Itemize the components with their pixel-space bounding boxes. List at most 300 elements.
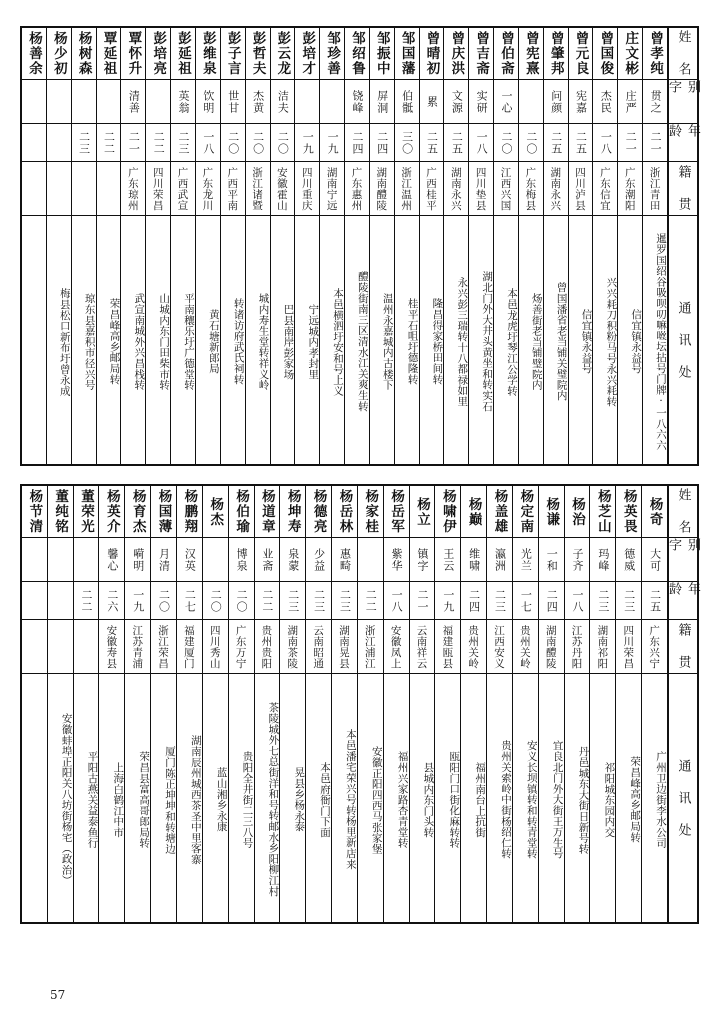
cell-origin: 广东惠州 [345, 162, 369, 216]
cell-address: 转诸访府武氏祠转 [232, 298, 245, 385]
cell-address: 贵阳全井街二三八号 [241, 750, 254, 849]
header-age: 年 龄 [669, 124, 697, 162]
cell-origin [97, 162, 121, 216]
cell-alias: 宪嘉 [569, 80, 593, 124]
cell-alias: 屏洞 [370, 80, 394, 124]
cell-address: 琼东县嘉积市径兴号 [83, 292, 96, 391]
table-row [145, 28, 170, 464]
cell-name: 杨奇 [642, 486, 667, 538]
cell-alias: 博泉 [229, 538, 254, 582]
cell-origin: 江苏青浦 [125, 620, 150, 674]
table-row [305, 486, 331, 922]
cell-alias: 庄严 [618, 80, 642, 124]
table-row [512, 486, 538, 922]
cell-age: 二六 [99, 582, 124, 620]
cell-name: 覃怀升 [121, 28, 145, 80]
table-row [254, 486, 280, 922]
cell-age: 一八 [593, 124, 617, 162]
cell-alias: 累 [420, 80, 444, 124]
cell-address: 丹邑城东大街日新号转 [577, 745, 590, 854]
table-row [615, 486, 641, 922]
cell-name: 杨家桂 [358, 486, 383, 538]
table-row [460, 486, 486, 922]
cell-origin: 四川荣昌 [616, 620, 641, 674]
column-headers-bottom [666, 486, 700, 922]
cell-address: 湖南辰州城西茶圣中里客寨 [189, 734, 202, 865]
cell-age: 二三 [332, 582, 357, 620]
cell-origin: 福建瓯县 [435, 620, 460, 674]
cell-origin: 贵州贵阳 [255, 620, 280, 674]
table-row [270, 28, 295, 464]
page-number: 57 [50, 988, 66, 1002]
cell-name: 杨盖雄 [487, 486, 512, 538]
cell-name: 曾国俊 [593, 28, 617, 80]
cell-name: 杨芝山 [590, 486, 615, 538]
cell-name: 董荣光 [74, 486, 99, 538]
cell-address: 兴兴耗刀积粉马号永兴耗转 [605, 276, 618, 407]
cell-address: 安义长坝镇转和转青堂转 [525, 740, 538, 859]
cell-name: 邹绍鲁 [345, 28, 369, 80]
cell-alias [203, 538, 228, 582]
table-row [394, 28, 419, 464]
cell-name: 杨节清 [22, 486, 47, 538]
cell-address: 荣昌峰高乡邮局转 [108, 298, 121, 385]
cell-name: 彭延祖 [171, 28, 195, 80]
cell-address: 荣昌峰高乡邮局转 [629, 756, 642, 843]
cell-age: 一九 [320, 124, 344, 162]
cell-origin: 浙江浦江 [358, 620, 383, 674]
cell-origin: 湖南永兴 [544, 162, 568, 216]
header-alias: 别 字 [669, 80, 697, 124]
table-row [538, 486, 564, 922]
cell-origin: 四川垫县 [469, 162, 493, 216]
cell-origin: 广东信宜 [593, 162, 617, 216]
cell-age: 二三 [280, 582, 305, 620]
cell-name: 曾宪熹 [519, 28, 543, 80]
cell-address: 福州兴家路杏青堂转 [396, 750, 409, 849]
cell-age [48, 582, 73, 620]
cell-age: 二三 [72, 124, 96, 162]
table-row [98, 486, 124, 922]
header-address: 通 讯 处 [675, 300, 691, 380]
cell-name: 杨岳林 [332, 486, 357, 538]
cell-age: 一八 [565, 582, 590, 620]
cell-age: 二〇 [494, 124, 518, 162]
cell-age: 二一 [643, 124, 667, 162]
cell-name: 杨树森 [72, 28, 96, 80]
cell-alias: 饮明 [196, 80, 220, 124]
cell-alias: 王云 [435, 538, 460, 582]
cell-alias: 一心 [494, 80, 518, 124]
cell-name: 杨道章 [255, 486, 280, 538]
cell-age: 二四 [539, 582, 564, 620]
cell-address: 广州卫边街李水公司 [655, 750, 667, 849]
cell-name: 杨善余 [22, 28, 46, 80]
table-row [279, 486, 305, 922]
cell-address: 黄石塘新郎局 [207, 309, 220, 374]
cell-name: 杨鹏翔 [177, 486, 202, 538]
cell-origin: 广东梅县 [519, 162, 543, 216]
cell-name: 杨育杰 [125, 486, 150, 538]
cell-origin [74, 620, 99, 674]
cell-age: 二〇 [221, 124, 245, 162]
cell-alias: 清善 [121, 80, 145, 124]
cell-alias [295, 80, 319, 124]
cell-origin [22, 620, 47, 674]
cell-address: 平南穰乐圩广德堂转 [182, 292, 195, 391]
cell-origin: 广东潮阳 [618, 162, 642, 216]
cell-alias: 嗬明 [125, 538, 150, 582]
cell-age [22, 582, 47, 620]
cell-address: 信宜镇永益号 [630, 309, 643, 374]
cell-name: 彭子言 [221, 28, 245, 80]
cell-name: 杨英介 [99, 486, 124, 538]
cell-alias: 泉蒙 [280, 538, 305, 582]
cell-origin: 湖南醴陵 [539, 620, 564, 674]
table-row [543, 28, 568, 464]
cell-age: 二五 [642, 582, 667, 620]
table-row [564, 486, 590, 922]
table-row [202, 486, 228, 922]
cell-address: 宁远城内孝封里 [307, 303, 320, 380]
table-row [518, 28, 543, 464]
cell-name: 邹振中 [370, 28, 394, 80]
cell-age [22, 124, 46, 162]
cell-age: 二二 [358, 582, 383, 620]
cell-name: 杨岳军 [384, 486, 409, 538]
table-row [344, 28, 369, 464]
cell-age: 一九 [295, 124, 319, 162]
table-row [73, 486, 99, 922]
table-row [176, 486, 202, 922]
cell-origin [48, 620, 73, 674]
cell-age: 二五 [420, 124, 444, 162]
cell-address: 厦门陈正坤坤和转塘边 [163, 745, 176, 854]
table-row [443, 28, 468, 464]
cell-origin: 广东龙川 [196, 162, 220, 216]
cell-age: 一八 [469, 124, 493, 162]
cell-address: 安徽正阳四西马张家堡 [370, 745, 383, 854]
cell-origin [22, 162, 46, 216]
table-row [357, 486, 383, 922]
cell-alias: 馨心 [99, 538, 124, 582]
cell-origin: 安徽霍山 [271, 162, 295, 216]
cell-origin: 广东琼州 [121, 162, 145, 216]
cell-origin: 云南祥云 [410, 620, 435, 674]
cell-address: 梅县松口新布圩曾永成 [58, 287, 71, 396]
cell-age: 二三 [306, 582, 331, 620]
cell-address: 城内寿生堂转祥义岭 [257, 292, 270, 391]
table-row [383, 486, 409, 922]
cell-address: 上海白鹤江中市 [112, 761, 125, 838]
cell-address: 贵州关索岭中街杨绍仁转 [499, 740, 512, 859]
cell-origin: 江西兴国 [494, 162, 518, 216]
cell-origin: 广西武宣 [171, 162, 195, 216]
cell-address: 曾国潘省老当铺关璧院内 [555, 282, 568, 401]
cell-alias: 紫华 [384, 538, 409, 582]
cell-address: 隆昌得家桥田间转 [431, 298, 444, 385]
roster-table-top [20, 26, 699, 466]
cell-alias [519, 80, 543, 124]
table-row [589, 486, 615, 922]
cell-age: 二四 [345, 124, 369, 162]
table-row [409, 486, 435, 922]
cell-address: 荣昌县富高哥郎局转 [138, 750, 151, 849]
cell-address: 山城内东门田柴市转 [158, 292, 171, 391]
cell-age: 二三 [487, 582, 512, 620]
cell-origin: 湖南祁阳 [590, 620, 615, 674]
cell-alias [320, 80, 344, 124]
cell-name: 杨德亮 [306, 486, 331, 538]
cell-age: 二〇 [271, 124, 295, 162]
cell-name: 杨英畏 [616, 486, 641, 538]
cell-alias [22, 80, 46, 124]
cell-address: 巴县南岸彭家场 [282, 303, 295, 380]
cell-age: 二一 [618, 124, 642, 162]
cell-age: 一九 [125, 582, 150, 620]
cell-origin: 安徽凤上 [384, 620, 409, 674]
cell-address: 安徽蚌埠正阳关八坊街杨宅（政治） [60, 713, 73, 886]
cell-age: 二三 [590, 582, 615, 620]
table-row [170, 28, 195, 464]
cell-address: 醴陵街南三区清水江关爽生转 [356, 271, 369, 412]
cell-age: 二五 [444, 124, 468, 162]
cell-age: 二三 [616, 582, 641, 620]
table-row [47, 486, 73, 922]
table-row [46, 28, 71, 464]
cell-age: 二四 [461, 582, 486, 620]
cell-age: 二一 [121, 124, 145, 162]
table-row [493, 28, 518, 464]
cell-alias: 少益 [306, 538, 331, 582]
table-row [486, 486, 512, 922]
table-row [568, 28, 593, 464]
cell-age [47, 124, 71, 162]
cell-age: 二〇 [519, 124, 543, 162]
cell-name: 杨巅 [461, 486, 486, 538]
cell-address: 本邑龙虎圩琴江公学转 [505, 287, 518, 396]
cell-address: 祁阳城东园内交 [603, 761, 616, 838]
cell-name: 杨谦 [539, 486, 564, 538]
cell-origin: 广西平南 [221, 162, 245, 216]
header-address: 通 讯 处 [675, 758, 691, 838]
cell-age: 二七 [177, 582, 202, 620]
cell-address: 本邑横泗圩安和号上义 [332, 287, 345, 396]
cell-alias [47, 80, 71, 124]
cell-age: 三〇 [395, 124, 419, 162]
cell-origin: 贵州关岭 [513, 620, 538, 674]
cell-address: 本邑府衙门下面 [319, 761, 332, 838]
cell-origin: 江苏丹阳 [565, 620, 590, 674]
cell-age: 二二 [146, 124, 170, 162]
cell-address: 武宣南城外兴昌栈转 [133, 292, 146, 391]
cell-name: 彭培亮 [146, 28, 170, 80]
cell-alias: 大可 [642, 538, 667, 582]
cell-alias [358, 538, 383, 582]
cell-name: 杨治 [565, 486, 590, 538]
cell-origin: 湖南醴陵 [370, 162, 394, 216]
cell-age: 二四 [370, 124, 394, 162]
table-row [22, 486, 47, 922]
cell-origin: 四川秀山 [203, 620, 228, 674]
header-origin: 籍 贯 [669, 162, 697, 216]
cell-address: 县城内东门头转 [422, 761, 435, 838]
cell-alias: 维啸 [461, 538, 486, 582]
cell-alias: 月清 [151, 538, 176, 582]
cell-origin: 浙江青田 [643, 162, 667, 216]
cell-name: 覃延祖 [97, 28, 121, 80]
cell-age: 一九 [435, 582, 460, 620]
cell-origin [72, 162, 96, 216]
cell-alias [146, 80, 170, 124]
cell-address [22, 216, 46, 464]
cell-alias: 文源 [444, 80, 468, 124]
cell-alias: 光兰 [513, 538, 538, 582]
cell-name: 邹国藩 [395, 28, 419, 80]
cell-name: 曾肇邦 [544, 28, 568, 80]
cell-age: 二〇 [151, 582, 176, 620]
cell-name: 曾庆洪 [444, 28, 468, 80]
cell-address: 茶陵城外七总街洋和号转邮水乡阳柳江村 [267, 702, 280, 897]
cell-origin: 广东兴宁 [642, 620, 667, 674]
cell-alias: 德威 [616, 538, 641, 582]
table-row [22, 28, 46, 464]
cell-name: 邹珍善 [320, 28, 344, 80]
cell-alias: 玛峰 [590, 538, 615, 582]
cell-alias: 汉英 [177, 538, 202, 582]
cell-name: 杨少初 [47, 28, 71, 80]
cell-alias: 杰民 [593, 80, 617, 124]
cell-address: 平阳古燕关益泰鱼行 [86, 750, 99, 849]
cell-address: 福州南台上抗街 [474, 761, 487, 838]
cell-address: 蓝山湘乡永康 [215, 767, 228, 832]
cell-age: 二二 [97, 124, 121, 162]
cell-name: 杨杰 [203, 486, 228, 538]
cell-name: 曾晴初 [420, 28, 444, 80]
cell-alias: 英翁 [171, 80, 195, 124]
cell-alias [74, 538, 99, 582]
cell-alias: 洁夫 [271, 80, 295, 124]
cell-alias: 业斋 [255, 538, 280, 582]
cell-origin: 湖南茶陵 [280, 620, 305, 674]
cell-origin: 贵州关岭 [461, 620, 486, 674]
cell-alias [72, 80, 96, 124]
cell-address: 湖北门外大井头黄坐和转实石 [481, 271, 494, 412]
cell-origin [47, 162, 71, 216]
cell-name: 董纯铭 [48, 486, 73, 538]
cell-origin: 四川泸县 [569, 162, 593, 216]
cell-age: 二五 [569, 124, 593, 162]
cell-origin: 广西桂平 [420, 162, 444, 216]
table-row [220, 28, 245, 464]
table-row [120, 28, 145, 464]
cell-address: 炀善街老当铺璧院内 [530, 292, 543, 391]
header-name: 姓 名 [669, 28, 697, 80]
cell-origin: 浙江诸暨 [246, 162, 270, 216]
table-row [96, 28, 121, 464]
cell-alias: 伯骶 [395, 80, 419, 124]
table-row [369, 28, 394, 464]
table-row [150, 486, 176, 922]
cell-address: 瓯阳门口街化麻转转 [448, 750, 461, 849]
cell-alias: 杰黄 [246, 80, 270, 124]
cell-address: 本邑潘宅荣兴号转杨里新店来 [344, 729, 357, 870]
cell-name: 杨定南 [513, 486, 538, 538]
cell-age: 二二 [74, 582, 99, 620]
cell-origin: 福建厦门 [177, 620, 202, 674]
cell-origin: 四川重庆 [295, 162, 319, 216]
cell-origin: 广东万宁 [229, 620, 254, 674]
cell-origin: 云南昭通 [306, 620, 331, 674]
cell-alias: 贯之 [643, 80, 667, 124]
table-row [434, 486, 460, 922]
cell-name: 庄文彬 [618, 28, 642, 80]
cell-alias: 镇字 [410, 538, 435, 582]
table-row [319, 28, 344, 464]
cell-origin: 安徽寿县 [99, 620, 124, 674]
cell-origin: 江西安义 [487, 620, 512, 674]
header-age: 年 龄 [669, 582, 697, 620]
cell-alias: 惠畸 [332, 538, 357, 582]
cell-alias: 实研 [469, 80, 493, 124]
table-row [124, 486, 150, 922]
cell-alias: 瀛洲 [487, 538, 512, 582]
cell-age: 二二 [255, 582, 280, 620]
cell-address: 晃县乡杨永泰 [293, 767, 306, 832]
cell-name: 曾元良 [569, 28, 593, 80]
table-row [195, 28, 220, 464]
table-row [228, 486, 254, 922]
cell-name: 彭培才 [295, 28, 319, 80]
cell-name: 杨伯瑜 [229, 486, 254, 538]
table-row [71, 28, 96, 464]
cell-age: 二五 [544, 124, 568, 162]
cell-address: 永兴彭三瑞转十八都禄如里 [456, 276, 469, 407]
cell-age: 二三 [171, 124, 195, 162]
roster-table-bottom [20, 484, 699, 924]
cell-age: 二〇 [203, 582, 228, 620]
cell-name: 杨国薄 [151, 486, 176, 538]
cell-origin: 浙江荣昌 [151, 620, 176, 674]
table-row [331, 486, 357, 922]
cell-name: 曾孝纯 [643, 28, 667, 80]
cell-alias [22, 538, 47, 582]
cell-age: 一八 [196, 124, 220, 162]
cell-age: 二〇 [229, 582, 254, 620]
cell-alias [97, 80, 121, 124]
cell-origin: 湖南晃县 [332, 620, 357, 674]
table-row [617, 28, 642, 464]
column-headers-top [666, 28, 700, 464]
cell-address: 宜良北门外大街王万生号 [551, 740, 564, 859]
cell-alias: 铙峰 [345, 80, 369, 124]
cell-alias [48, 538, 73, 582]
header-name: 姓 名 [669, 486, 697, 538]
cell-name: 曾伯斋 [494, 28, 518, 80]
cell-address: 暹罗国绍谷吸呗叨嘛咝坛拈号门牌·一八六六 [655, 232, 667, 451]
cell-address: 温州永嘉城内古楼下 [381, 292, 394, 391]
table-row [245, 28, 270, 464]
cell-origin: 四川荣昌 [146, 162, 170, 216]
table-row [419, 28, 444, 464]
cell-name: 杨立 [410, 486, 435, 538]
cell-name: 彭哲夫 [246, 28, 270, 80]
cell-name: 彭维泉 [196, 28, 220, 80]
cell-alias: 问颜 [544, 80, 568, 124]
cell-age: 一八 [384, 582, 409, 620]
cell-age: 一七 [513, 582, 538, 620]
cell-alias: 一和 [539, 538, 564, 582]
